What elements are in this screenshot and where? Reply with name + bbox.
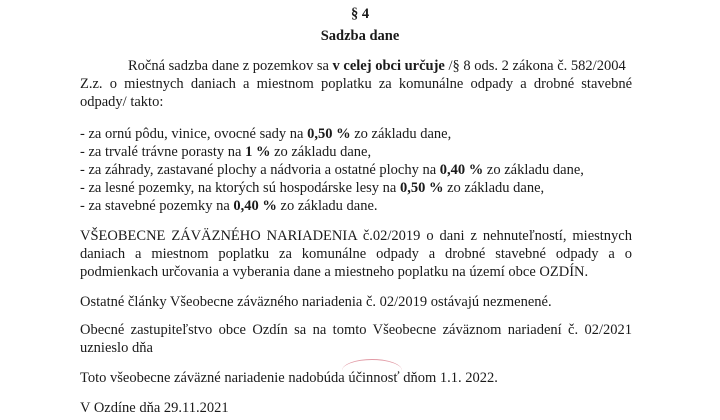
council-line-1: Obecné zastupiteľstvo obce Ozdín sa na tomto Všeobecne záväznom nariadení č. 02/2021 [80,322,632,338]
list-item: - za trvalé trávne porasty na 1 % zo základu dane, [80,144,372,160]
rate-value: 0,50 % [307,126,351,142]
intro-line-3: odpady/ takto: [80,94,164,110]
regulation-line-2: daniach a miestnom poplatku za komunálne odpady a drobné stavebné odpady a o [80,246,632,262]
list-item: - za stavebné pozemky na 0,40 % zo základu dane. [80,198,378,214]
regulation-line-3: podmienkach určovania a vyberania dane a miestneho poplatku na území obce OZDÍN. [80,264,589,280]
section-title: Sadzba dane [320,28,400,44]
other-articles-paragraph: Ostatné články Všeobecne záväzného nariadenia č. 02/2019 ostávajú nezmenené. [80,294,552,310]
intro-line-1 [128,58,626,75]
intro-emphasis: v celej obci určuje [332,58,445,74]
council-line-2: uznieslo dňa [80,340,153,356]
list-item: - za ornú pôdu, vinice, ovocné sady na 0,50 % zo základu dane, [80,126,452,142]
list-item: - za lesné pozemky, na ktorých sú hospodárske lesy na 0,50 % zo základu dane, [80,180,545,196]
regulation-line-1: VŠEOBECNE ZÁVÄZNÉHO NARIADENIA č.02/2019 o dani z nehnuteľností, miestnych [80,228,632,244]
rate-value: 0,50 % [399,180,444,196]
effective-date-paragraph: Toto všeobecne záväzné nariadenie nadobúda účinnosť dňom 1.1. 2022. [80,370,498,386]
intro-text: /§ 8 ods. 2 zákona č. 582/2004 [444,58,626,74]
intro-line-2: Z.z. o miestnych daniach a miestnom poplatku za komunálne odpady a drobné stavebné [80,76,632,92]
intro-text: Ročná sadzba dane z pozemkov sa [128,58,333,74]
list-item: - za záhrady, zastavané plochy a nádvoria a ostatné plochy na 0,40 % zo základu dane, [80,162,584,178]
section-number: § 4 [350,6,370,22]
rate-value: 0,40 % [233,198,277,214]
signature-place-date: V Ozdíne dňa 29.11.2021 [80,400,229,416]
rate-value: 0,40 % [439,162,484,178]
rate-value: 1 % [245,144,271,160]
